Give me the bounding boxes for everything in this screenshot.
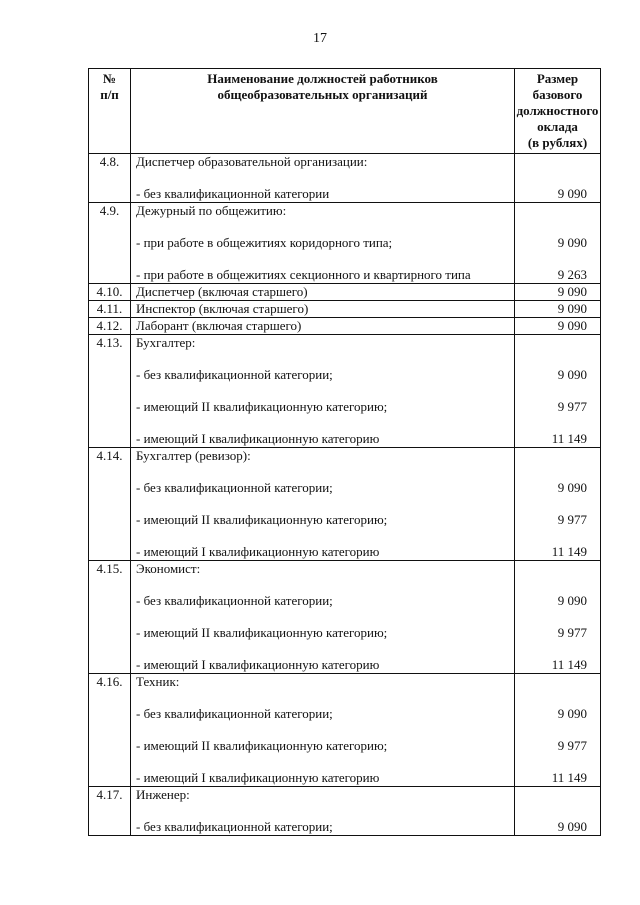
row-number: 4.13. (89, 335, 131, 448)
salary-cell (515, 284, 601, 301)
salary-value: 11 149 (551, 544, 587, 559)
table-row (89, 674, 601, 787)
salary-cell (515, 561, 601, 674)
position-title: Инспектор (включая старшего) (136, 301, 309, 316)
salary-value: 9 090 (557, 235, 587, 250)
row-number: 4.8. (89, 154, 131, 203)
position-cell (131, 318, 515, 335)
salary-value: 9 090 (557, 284, 587, 299)
salary-cell (515, 448, 601, 561)
table-body (89, 154, 601, 836)
position-cell (131, 448, 515, 561)
page-number: 17 (313, 31, 327, 46)
category-label: - имеющий II квалификационную категорию; (136, 512, 388, 527)
category-label: - без квалификационной категории; (136, 480, 333, 495)
table-row (89, 448, 601, 561)
table-header-row (89, 69, 601, 154)
category-label: - без квалификационной категории; (136, 819, 333, 834)
table-row (89, 561, 601, 674)
category-label: - без квалификационной категории; (136, 593, 333, 608)
salary-value: 9 977 (557, 625, 587, 640)
salary-cell (515, 674, 601, 787)
salary-value: 11 149 (551, 657, 587, 672)
row-number: 4.16. (89, 674, 131, 787)
row-number: 4.17. (89, 787, 131, 836)
table-row (89, 284, 601, 301)
position-title: Бухгалтер: (136, 335, 196, 350)
category-label: - без квалификационной категории; (136, 367, 333, 382)
category-label: - имеющий I квалификационную категорию (136, 544, 380, 559)
salary-value: 9 090 (557, 593, 587, 608)
category-label: - имеющий II квалификационную категорию; (136, 399, 388, 414)
category-label: - при работе в общежитиях коридорного типа; (136, 235, 393, 250)
table-row (89, 154, 601, 203)
header-name: Наименование должностей работников общеобразовательных организаций (131, 69, 515, 154)
salary-cell (515, 203, 601, 284)
position-cell (131, 674, 515, 787)
header-num: № п/п (89, 69, 131, 154)
salary-cell (515, 154, 601, 203)
row-number: 4.15. (89, 561, 131, 674)
position-title: Дежурный по общежитию: (136, 203, 287, 218)
position-cell (131, 561, 515, 674)
position-cell (131, 335, 515, 448)
table-row (89, 318, 601, 335)
category-label: - имеющий I квалификационную категорию (136, 770, 380, 785)
table-row (89, 203, 601, 284)
salary-value: 9 090 (557, 301, 587, 316)
position-title: Диспетчер образовательной организации: (136, 154, 368, 169)
position-cell (131, 284, 515, 301)
salary-value: 11 149 (551, 431, 587, 446)
position-cell (131, 203, 515, 284)
salary-value: 9 977 (557, 512, 587, 527)
salary-value: 9 090 (557, 819, 587, 834)
position-title: Лаборант (включая старшего) (136, 318, 302, 333)
salary-value: 9 090 (557, 706, 587, 721)
salary-cell (515, 335, 601, 448)
table-row (89, 787, 601, 836)
salary-value: 9 977 (557, 738, 587, 753)
table-row (89, 301, 601, 318)
salary-cell (515, 787, 601, 836)
salary-value: 11 149 (551, 770, 587, 785)
row-number: 4.12. (89, 318, 131, 335)
salary-value: 9 090 (557, 367, 587, 382)
position-title: Техник: (136, 674, 180, 689)
category-label: - при работе в общежитиях секционного и квартирного типа (136, 267, 471, 282)
position-title: Диспетчер (включая старшего) (136, 284, 308, 299)
row-number: 4.10. (89, 284, 131, 301)
salary-cell (515, 301, 601, 318)
salary-value: 9 090 (557, 186, 587, 201)
category-label: - имеющий I квалификационную категорию (136, 657, 380, 672)
header-salary: Размер базового должностного оклада (в рублях) (515, 69, 601, 154)
category-label: - имеющий II квалификационную категорию; (136, 738, 388, 753)
salary-value: 9 090 (557, 318, 587, 333)
salary-value: 9 090 (557, 480, 587, 495)
position-title: Экономист: (136, 561, 201, 576)
table-row (89, 335, 601, 448)
salary-value: 9 263 (557, 267, 587, 282)
salary-cell (515, 318, 601, 335)
row-number: 4.11. (89, 301, 131, 318)
position-title: Инженер: (136, 787, 190, 802)
salary-value: 9 977 (557, 399, 587, 414)
row-number: 4.14. (89, 448, 131, 561)
position-title: Бухгалтер (ревизор): (136, 448, 251, 463)
category-label: - имеющий I квалификационную категорию (136, 431, 380, 446)
position-cell (131, 154, 515, 203)
row-number: 4.9. (89, 203, 131, 284)
category-label: - имеющий II квалификационную категорию; (136, 625, 388, 640)
category-label: - без квалификационной категории; (136, 706, 333, 721)
category-label: - без квалификационной категории (136, 186, 330, 201)
position-cell (131, 301, 515, 318)
salary-table (88, 68, 601, 836)
position-cell (131, 787, 515, 836)
